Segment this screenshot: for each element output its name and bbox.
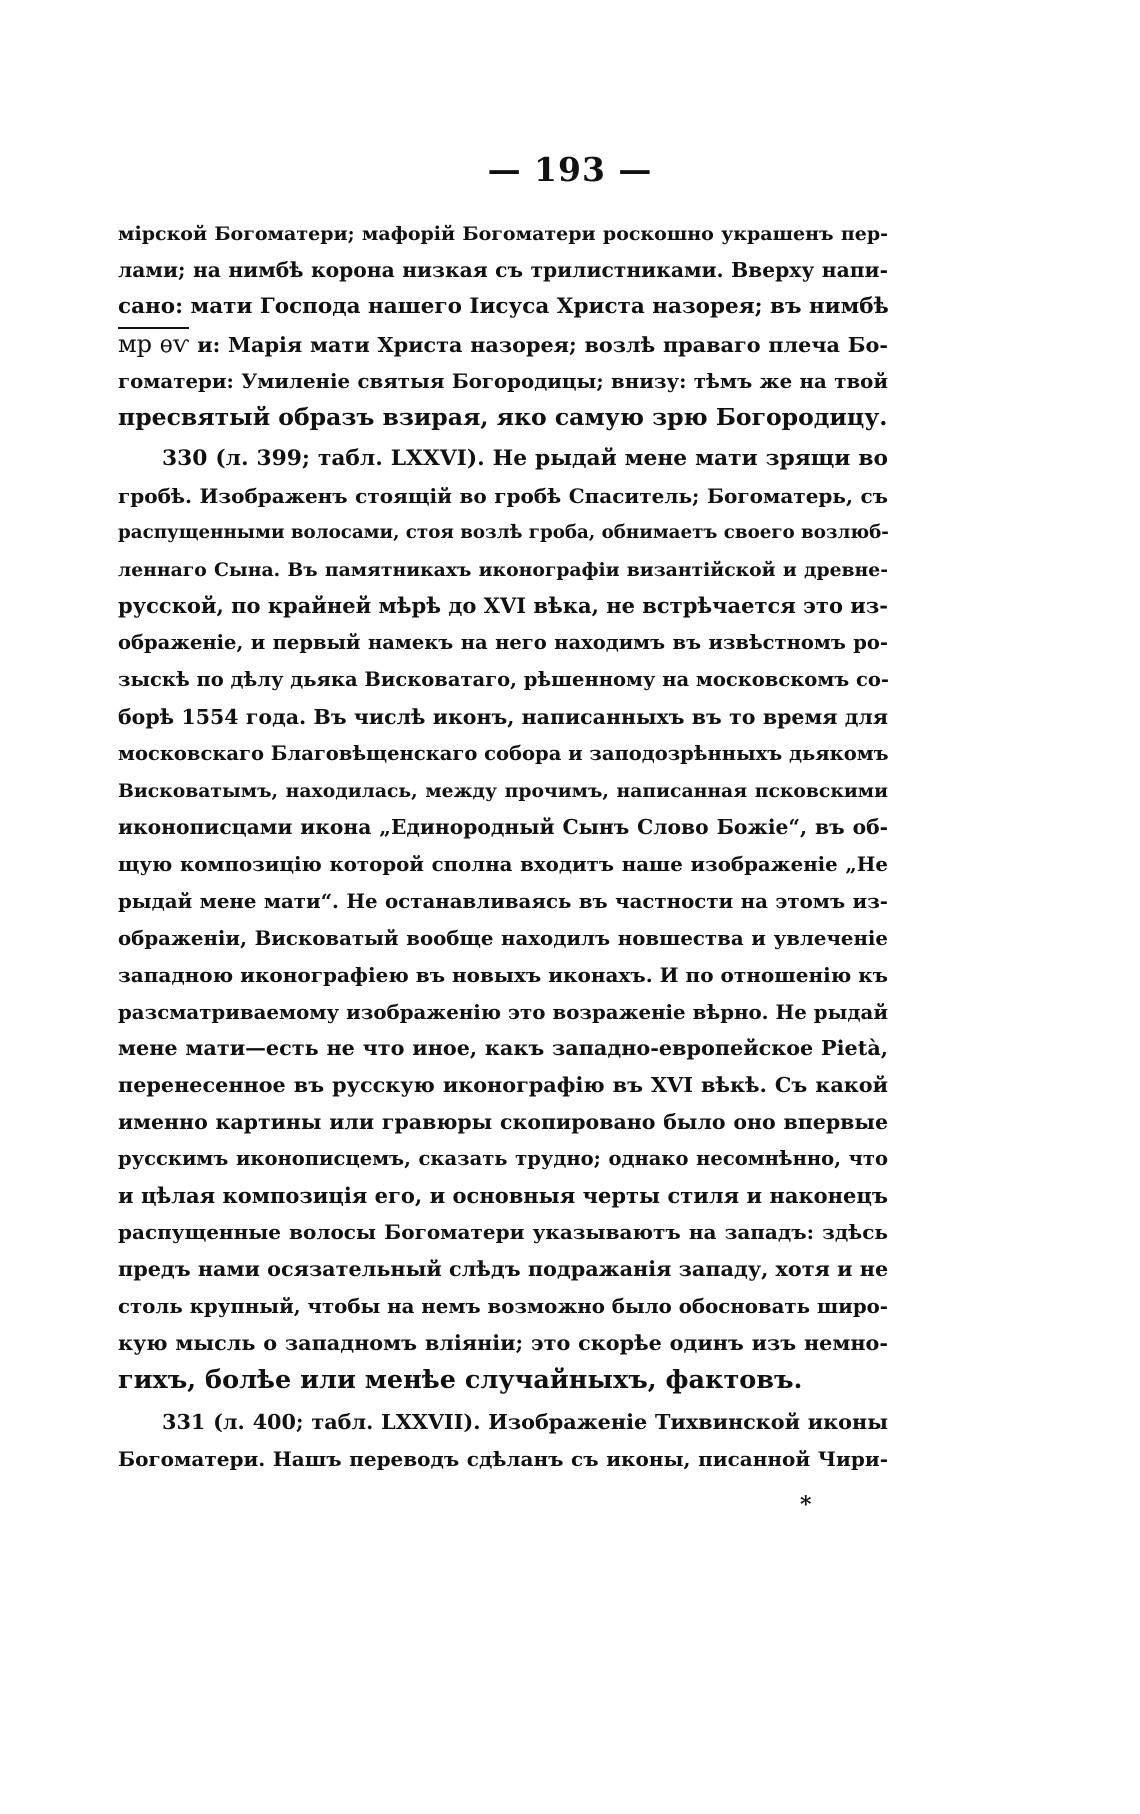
text-line-13: зыскѣ по дѣлу дьяка Висковатаго, рѣшенному на московскомъ со- [118, 668, 889, 691]
text-line-9: распущенными волосами, стоя возлѣ гроба, обнимаетъ своего возлюб- [118, 522, 889, 543]
text-line-30: столь крупный, чтобы на немъ возможно было обосновать широ- [118, 1294, 888, 1318]
abbreviation-glyph: мр ѳѵ [118, 325, 189, 363]
text-line-4 [118, 325, 888, 363]
footnote-mark: * [800, 1492, 812, 1518]
text-line-2: лами; на нимбѣ корона низкая съ трилистниками. Вверху напи- [118, 258, 888, 282]
text-line-29: предъ нами осязательный слѣдъ подражанія западу, хотя и не [118, 1257, 889, 1281]
text-line-10: леннаго Сына. Въ памятникахъ иконографіи византійской и древне- [118, 559, 888, 581]
page-number: — 193 — [487, 150, 653, 189]
text-line-31: кую мысль о западномъ вліяніи; это скорѣе одинъ изъ немно- [118, 1331, 888, 1355]
text-line-20: ображеніи, Висковатый вообще находилъ новшества и увлеченіе [118, 926, 888, 950]
text-line-1: мірской Богоматери; мафорій Богоматери роскошно украшенъ пер- [118, 223, 888, 245]
text-line-15: московскаго Благовѣщенскаго собора и заподозрѣнныхъ дьякомъ [118, 742, 889, 765]
text-line-23: мене мати—есть не что иное, какъ западно-европейское Pietà, [118, 1036, 888, 1060]
text-line-33: 331 (л. 400; табл. LXXVII). Изображеніе Тихвинской иконы [162, 1410, 888, 1434]
text-line-16: Висковатымъ, находилась, между прочимъ, написанная псковскими [118, 780, 888, 802]
text-line-14: борѣ 1554 года. Въ числѣ иконъ, написанныхъ въ то время для [118, 705, 888, 729]
text-line-17: иконописцами икона „Единородный Сынъ Слово Божіе“, въ об- [118, 815, 888, 839]
text-line-7: 330 (л. 399; табл. LXXVI). Не рыдай мене мати зрящи во [162, 446, 888, 471]
text-line-4-content: и: Марія мати Христа назорея; возлѣ праваго плеча Бо- [197, 333, 888, 357]
text-line-34: Богоматери. Нашъ переводъ сдѣланъ съ иконы, писанной Чири- [118, 1447, 888, 1471]
text-line-27: и цѣлая композиція его, и основныя черты стиля и наконецъ [118, 1183, 888, 1208]
text-line-25: именно картины или гравюры скопировано было оно впервые [118, 1110, 888, 1134]
text-line-3: сано: мати Господа нашего Іисуса Христа назорея; въ нимбѣ [118, 294, 889, 319]
text-line-11: русской, по крайней мѣрѣ до XVI вѣка, не встрѣчается это из- [118, 593, 888, 618]
text-line-28: распущенные волосы Богоматери указываютъ на западъ: здѣсь [118, 1220, 888, 1244]
text-line-18: щую композицію которой сполна входитъ наше изображеніе „Не [118, 852, 888, 876]
text-line-5: гоматери: Умиленіе святыя Богородицы; внизу: тѣмъ же на твой [118, 369, 888, 393]
text-line-19: рыдай мене мати“. Не останавливаясь въ частности на этомъ из- [118, 889, 888, 913]
text-line-6: пресвятый образъ взирая, яко самую зрю Богородицу. [118, 403, 888, 431]
text-line-22: разсматриваемому изображенію это возраженіе вѣрно. Не рыдай [118, 1000, 888, 1024]
text-line-12: ображеніе, и первый намекъ на него находимъ въ извѣстномъ ро- [118, 631, 888, 654]
text-line-24: перенесенное въ русскую иконографію въ XVI вѣкѣ. Съ какой [118, 1073, 888, 1097]
text-line-26: русскимъ иконописцемъ, сказать трудно; однако несомнѣнно, что [118, 1147, 888, 1170]
text-line-21: западною иконографіею въ новыхъ иконахъ. И по отношенію къ [118, 963, 888, 987]
text-line-8: гробѣ. Изображенъ стоящій во гробѣ Спаситель; Богоматерь, съ [118, 484, 888, 508]
text-line-32: гихъ, болѣе или менѣе случайныхъ, фактовъ. [118, 1365, 803, 1395]
